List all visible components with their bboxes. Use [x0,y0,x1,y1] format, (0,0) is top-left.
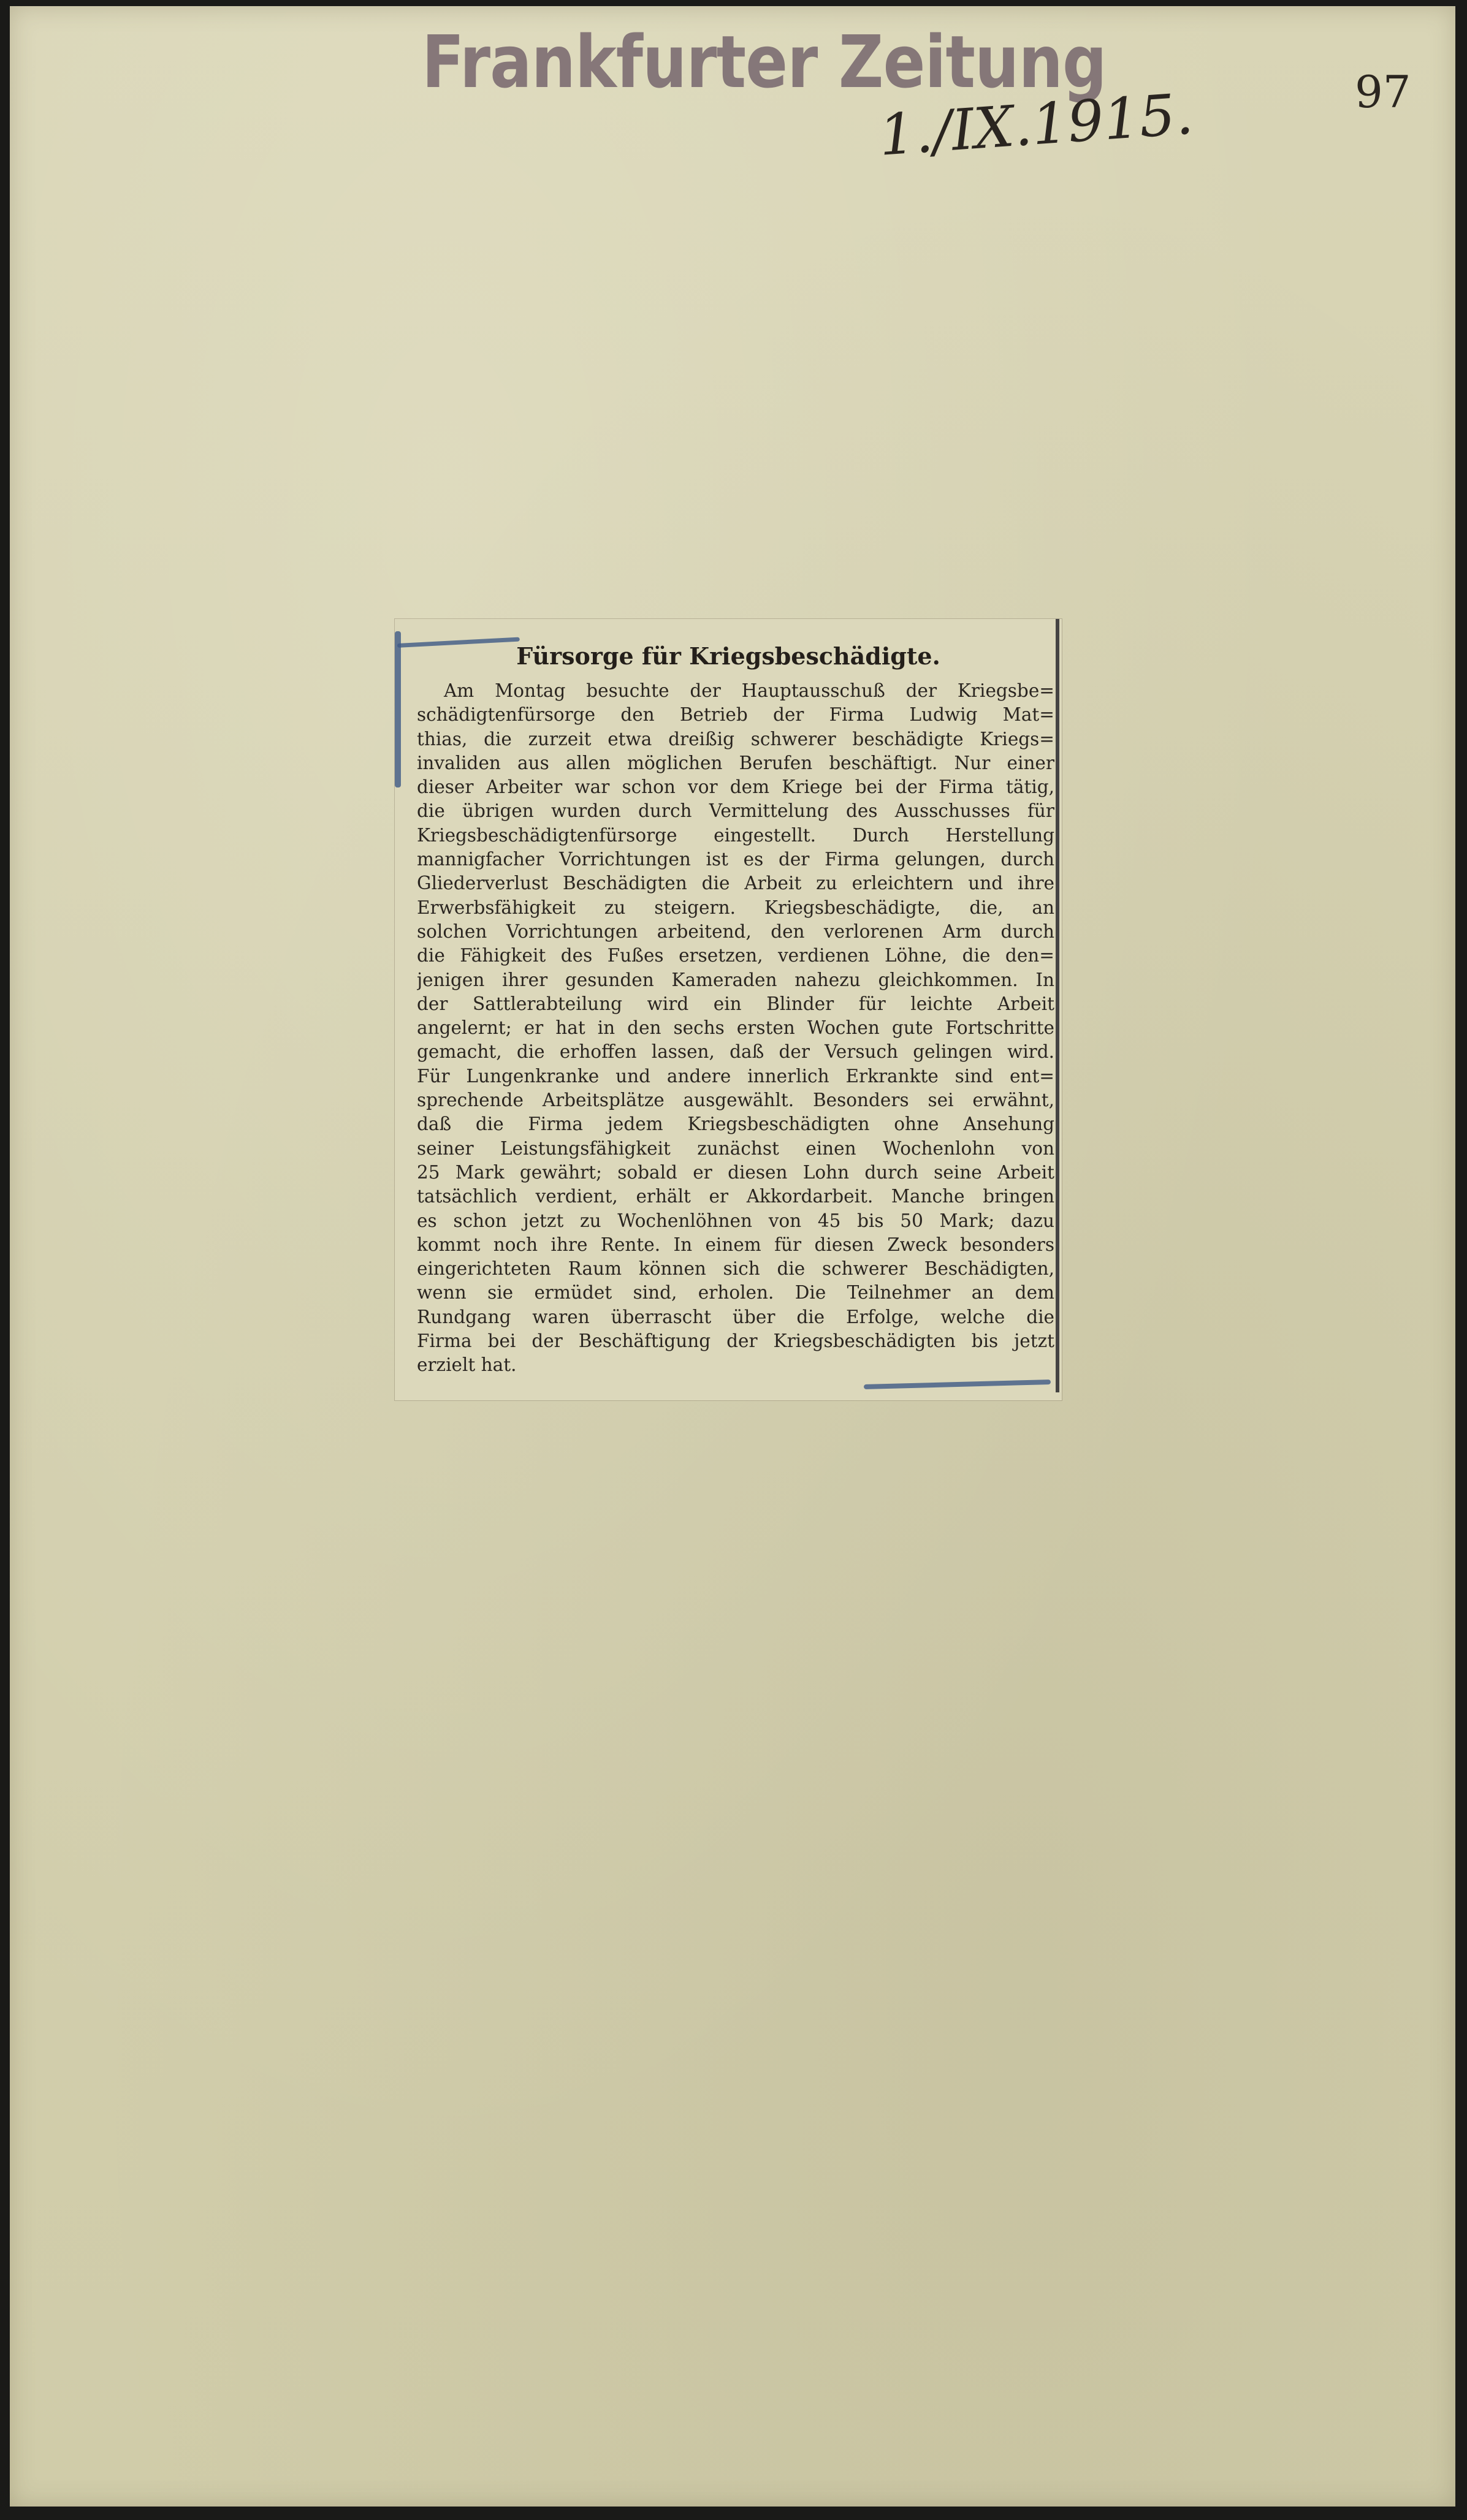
article-line: Für Lungenkranke und andere innerlich Erkrankte sind ent= [417,1065,1054,1087]
article-line: Firma bei der Beschäftigung der Kriegsbeschädigten bis jetzt [417,1330,1054,1352]
article-line: die Fähigkeit des Fußes ersetzen, verdienen Löhne, die den= [417,945,1054,966]
article-line: Kriegsbeschädigtenfürsorge eingestellt. Durch Herstellung [417,824,1054,846]
page-number: 97 [1355,66,1411,118]
article-line: jenigen ihrer gesunden Kameraden nahezu gleichkommen. In [417,969,1054,990]
article-line: gemacht, die erhoffen lassen, daß der Versuch gelingen wird. [417,1041,1054,1063]
article-line: dieser Arbeiter war schon vor dem Kriege bei der Firma tätig, [417,776,1054,798]
newspaper-stamp: Frankfurter Zeitung [422,20,1107,104]
handwritten-date: 1./IX.1915. [877,81,1195,169]
article-line: wenn sie ermüdet sind, erholen. Die Teilnehmer an dem [417,1282,1054,1304]
article-line: mannigfacher Vorrichtungen ist es der Firma gelungen, durch [417,849,1054,870]
article-body [417,679,1054,1378]
article-line: es schon jetzt zu Wochenlöhnen von 45 bis 50 Mark; dazu [417,1210,1054,1231]
article-line: angelernt; er hat in den sechs ersten Wochen gute Fortschritte [417,1017,1054,1039]
article-line: invaliden aus allen möglichen Berufen beschäftigt. Nur einer [417,752,1054,773]
article-line: 25 Mark gewährt; sobald er diesen Lohn durch seine Arbeit [417,1161,1054,1183]
article-title: Fürsorge für Kriegsbeschädigte. [516,642,940,670]
article-line: Erwerbsfähigkeit zu steigern. Kriegsbeschädigte, die, an [417,897,1054,918]
article-line: erzielt hat. [417,1354,517,1376]
article-line: der Sattlerabteilung wird ein Blinder für leichte Arbeit [417,993,1054,1014]
article-line: solchen Vorrichtungen arbeitend, den verlorenen Arm durch [417,920,1054,942]
article-line: eingerichteten Raum können sich die schwerer Beschädigten, [417,1258,1054,1280]
article-line: kommt noch ihre Rente. In einem für diesen Zweck besonders [417,1234,1054,1255]
article-line: thias, die zurzeit etwa dreißig schwerer beschädigte Kriegs= [417,728,1054,750]
article-line: seiner Leistungsfähigkeit zunächst einen Wochenlohn von [417,1137,1054,1159]
blue-pencil-mark-bottom [864,1380,1051,1389]
article-line: Rundgang waren überrascht über die Erfolge, welche die [417,1306,1054,1327]
article-line: sprechende Arbeitsplätze ausgewählt. Besonders sei erwähnt, [417,1090,1054,1111]
article-line: Am Montag besuchte der Hauptausschuß der Kriegsbe= [444,680,1054,701]
newspaper-clipping [395,619,1062,1400]
article-line: daß die Firma jedem Kriegsbeschädigten ohne Ansehung [417,1114,1054,1135]
column-rule [1056,619,1059,1392]
article-line: tatsächlich verdient, erhält er Akkordarbeit. Manche bringen [417,1186,1054,1207]
article-line: schädigtenfürsorge den Betrieb der Firma Ludwig Mat= [417,704,1054,726]
article-line: Gliederverlust Beschädigten die Arbeit zu erleichtern und ihre [417,873,1054,894]
article-line: die übrigen wurden durch Vermittelung des Ausschusses für [417,800,1054,822]
archive-sheet [10,6,1455,2507]
